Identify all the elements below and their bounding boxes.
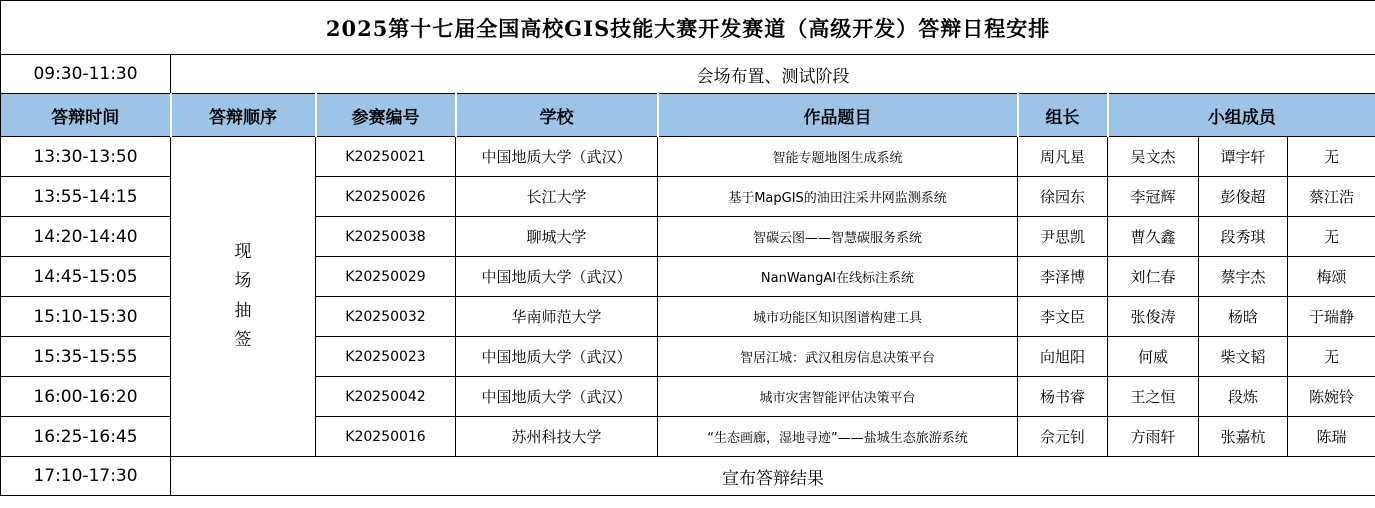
member-cell: 彭俊超	[1199, 177, 1288, 217]
member-cell: 方雨轩	[1108, 417, 1199, 457]
member-cell: 柴文韬	[1199, 337, 1288, 377]
member-cell: 蔡宇杰	[1199, 257, 1288, 297]
school-cell: 聊城大学	[456, 217, 658, 257]
school-cell: 中国地质大学（武汉）	[456, 337, 658, 377]
header-leader: 组长	[1018, 94, 1108, 137]
school-cell: 中国地质大学（武汉）	[456, 137, 658, 177]
page-title: 2025第十七届全国高校GIS技能大赛开发赛道（高级开发）答辩日程安排	[1, 1, 1375, 55]
project-cell: “生态画廊，湿地寻迹”——盐城生态旅游系统	[658, 417, 1018, 457]
school-cell: 中国地质大学（武汉）	[456, 257, 658, 297]
member-cell: 杨晗	[1199, 297, 1288, 337]
header-school: 学校	[456, 94, 658, 137]
leader-cell: 佘元钊	[1018, 417, 1108, 457]
leader-cell: 杨书睿	[1018, 377, 1108, 417]
member-cell: 刘仁春	[1108, 257, 1199, 297]
header-code: 参赛编号	[316, 94, 456, 137]
member-cell: 无	[1288, 217, 1375, 257]
code-cell: K20250042	[316, 377, 456, 417]
title-row	[1, 1, 1375, 55]
code-cell: K20250029	[316, 257, 456, 297]
time-cell: 14:20-14:40	[1, 217, 171, 257]
time-cell: 15:35-15:55	[1, 337, 171, 377]
project-cell: NanWangAI在线标注系统	[658, 257, 1018, 297]
member-cell: 梅颂	[1288, 257, 1375, 297]
school-cell: 中国地质大学（武汉）	[456, 377, 658, 417]
setup-stage-row	[1, 55, 1375, 94]
time-cell: 13:55-14:15	[1, 177, 171, 217]
school-cell: 苏州科技大学	[456, 417, 658, 457]
draw-lots-cell	[171, 137, 316, 457]
header-members: 小组成员	[1108, 94, 1375, 137]
leader-cell: 徐园东	[1018, 177, 1108, 217]
code-cell: K20250038	[316, 217, 456, 257]
project-cell: 智碳云图——智慧碳服务系统	[658, 217, 1018, 257]
member-cell: 陈瑞	[1288, 417, 1375, 457]
member-cell: 无	[1288, 137, 1375, 177]
setup-label-cell: 会场布置、测试阶段	[171, 55, 1375, 94]
draw-lots-label: 现场抽签	[234, 242, 252, 350]
table-row	[1, 137, 1375, 177]
time-cell: 16:00-16:20	[1, 377, 171, 417]
code-cell: K20250032	[316, 297, 456, 337]
member-cell: 陈婉铃	[1288, 377, 1375, 417]
time-cell: 16:25-16:45	[1, 417, 171, 457]
member-cell: 谭宇轩	[1199, 137, 1288, 177]
member-cell: 何威	[1108, 337, 1199, 377]
code-cell: K20250026	[316, 177, 456, 217]
setup-time-cell: 09:30-11:30	[1, 55, 171, 94]
header-project: 作品题目	[658, 94, 1018, 137]
header-order: 答辩顺序	[171, 94, 316, 137]
member-cell: 曹久鑫	[1108, 217, 1199, 257]
result-stage-row	[1, 457, 1375, 496]
member-cell: 吴文杰	[1108, 137, 1199, 177]
time-cell: 14:45-15:05	[1, 257, 171, 297]
school-cell: 华南师范大学	[456, 297, 658, 337]
member-cell: 段炼	[1199, 377, 1288, 417]
result-time-cell: 17:10-17:30	[1, 457, 171, 496]
project-cell: 智居江城：武汉租房信息决策平台	[658, 337, 1018, 377]
leader-cell: 李文臣	[1018, 297, 1108, 337]
member-cell: 李冠辉	[1108, 177, 1199, 217]
project-cell: 基于MapGIS的油田注采井网监测系统	[658, 177, 1018, 217]
table-header-row	[1, 94, 1375, 137]
result-label-cell: 宣布答辩结果	[171, 457, 1375, 496]
member-cell: 段秀琪	[1199, 217, 1288, 257]
code-cell: K20250021	[316, 137, 456, 177]
leader-cell: 尹思凯	[1018, 217, 1108, 257]
project-cell: 智能专题地图生成系统	[658, 137, 1018, 177]
member-cell: 无	[1288, 337, 1375, 377]
leader-cell: 周凡星	[1018, 137, 1108, 177]
header-time: 答辩时间	[1, 94, 171, 137]
member-cell: 张嘉杭	[1199, 417, 1288, 457]
school-cell: 长江大学	[456, 177, 658, 217]
project-cell: 城市功能区知识图谱构建工具	[658, 297, 1018, 337]
member-cell: 王之恒	[1108, 377, 1199, 417]
member-cell: 张俊涛	[1108, 297, 1199, 337]
leader-cell: 李泽博	[1018, 257, 1108, 297]
time-cell: 13:30-13:50	[1, 137, 171, 177]
project-cell: 城市灾害智能评估决策平台	[658, 377, 1018, 417]
member-cell: 于瑞静	[1288, 297, 1375, 337]
leader-cell: 向旭阳	[1018, 337, 1108, 377]
code-cell: K20250016	[316, 417, 456, 457]
code-cell: K20250023	[316, 337, 456, 377]
member-cell: 蔡江浩	[1288, 177, 1375, 217]
time-cell: 15:10-15:30	[1, 297, 171, 337]
